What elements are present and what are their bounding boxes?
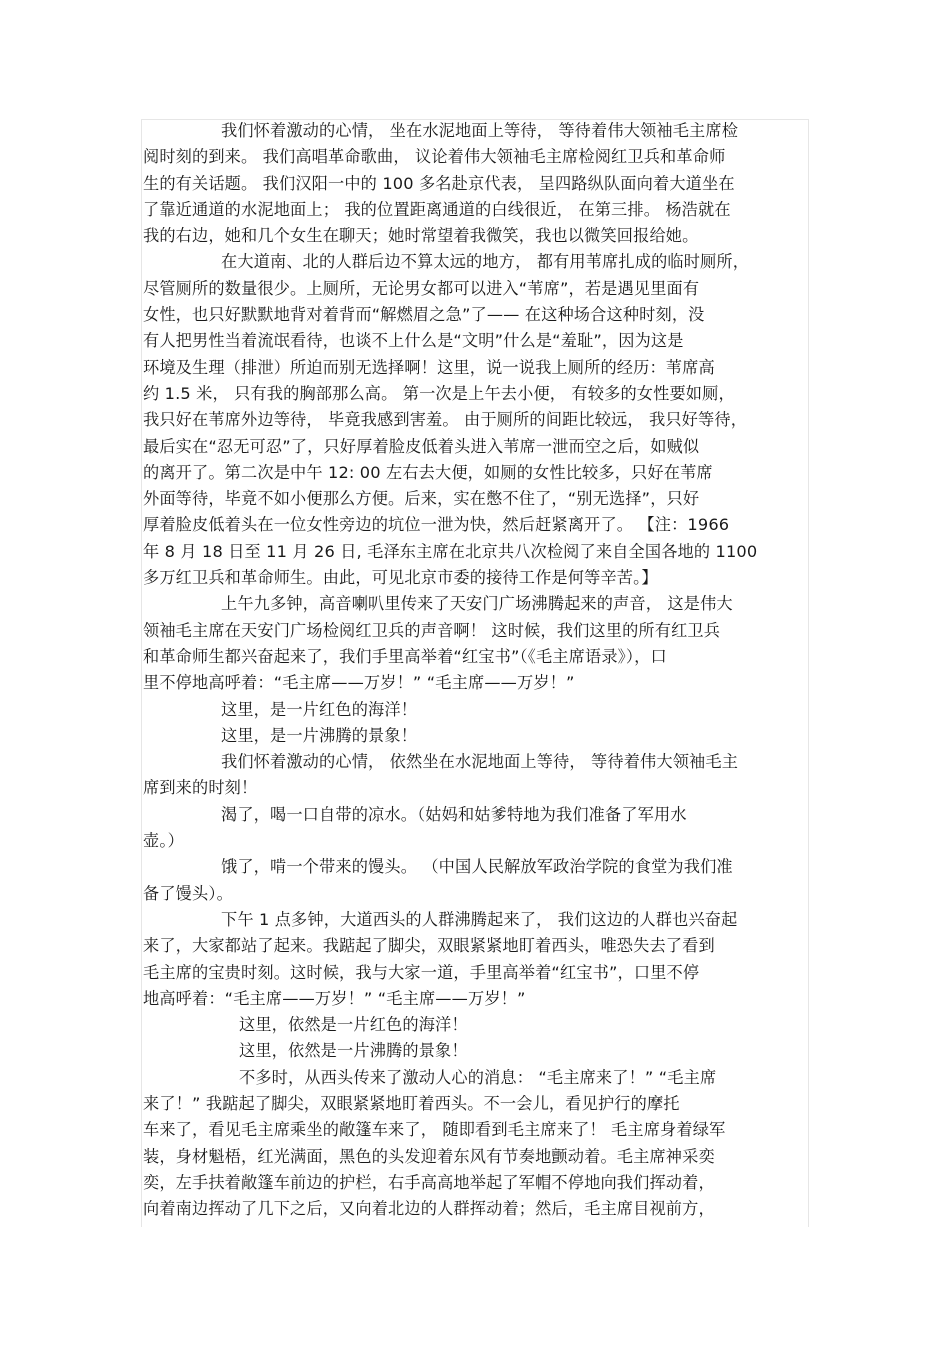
text-line: 来了，大家都站了起来。我踮起了脚尖，双眼紧紧地盯着西头，唯恐失去了看到 xyxy=(143,936,715,956)
text-line: 我们怀着激动的心情， 坐在水泥地面上等待， 等待着伟大领袖毛主席检 xyxy=(221,121,739,140)
text-line: 在大道南、北的人群后边不算太远的地方， 都有用苇席扎成的临时厕所， xyxy=(221,252,750,272)
text-line: 外面等待，毕竟不如小便那么方便。后来，实在憋不住了，“别无选择”，只好 xyxy=(143,489,700,509)
text-line: 车来了，看见毛主席乘坐的敞篷车来了， 随即看到毛主席来了！ 毛主席身着绿军 xyxy=(143,1120,726,1140)
text-line: 这里，是一片沸腾的景象！ xyxy=(221,725,418,745)
text-line: 我只好在苇席外边等待， 毕竟我感到害羞。 由于厕所的间距比较远， 我只好等待， xyxy=(143,410,748,430)
text-line: 饿了，啃一个带来的馒头。 （中国人民解放军政治学院的食堂为我们准 xyxy=(221,857,733,877)
text-line: 领袖毛主席在天安门广场检阅红卫兵的声音啊！ 这时候，我们这里的所有红卫兵 xyxy=(143,620,721,640)
text-line: 最后实在“忍无可忍”了，只好厚着脸皮低着头进入苇席一泄而空之后，如贼似 xyxy=(143,436,700,456)
text-line: 这里，依然是一片沸腾的景象！ xyxy=(239,1041,468,1061)
text-line: 渴了，喝一口自带的凉水。（姑妈和姑爹特地为我们准备了军用水 xyxy=(221,804,687,824)
text-line: 的离开了。第二次是中午 12: 00 左右去大便，如厕的女性比较多，只好在苇席 xyxy=(143,462,713,482)
text-line: 尽管厕所的数量很少。上厕所，无论男女都可以进入“苇席”，若是遇见里面有 xyxy=(143,278,700,298)
text-line: 生的有关话题。 我们汉阳一中的 100 多名赴京代表， 呈四路纵队面向着大道坐在 xyxy=(143,173,735,193)
text-line: 下午 1 点多钟，大道西头的人群沸腾起来了， 我们这边的人群也兴奋起 xyxy=(221,909,738,929)
text-line: 这里，依然是一片红色的海洋！ xyxy=(239,1015,468,1035)
text-line: 毛主席的宝贵时刻。这时候，我与大家一道，手里高举着“红宝书”，口里不停 xyxy=(143,962,700,982)
text-line: 壶。） xyxy=(143,831,184,851)
text-line: 奕，左手扶着敞篷车前边的护栏，右手高高地举起了军帽不停地向我们挥动着， xyxy=(143,1172,715,1192)
text-line: 来了！” 我踮起了脚尖，双眼紧紧地盯着西头。不一会儿，看见护行的摩托 xyxy=(143,1093,680,1113)
text-line: 了靠近通道的水泥地面上； 我的位置距离通道的白线很近， 在第三排。 杨浩就在 xyxy=(143,199,731,219)
text-line: 女性，也只好默默地背对着背而“解燃眉之急”了—— 在这种场合这种时刻，没 xyxy=(143,305,705,325)
text-line: 阅时刻的到来。 我们高唱革命歌曲， 议论着伟大领袖毛主席检阅红卫兵和革命师 xyxy=(143,147,726,167)
text-line: 厚着脸皮低着头在一位女性旁边的坑位一泄为快，然后赶紧离开了。 【注：1966 xyxy=(143,515,730,535)
text-line: 环境及生理（排泄）所迫而别无选择啊！这里，说一说我上厕所的经历：苇席高 xyxy=(143,357,715,377)
text-line: 这里，是一片红色的海洋！ xyxy=(221,699,418,719)
text-line: 我的右边，她和几个女生在聊天；她时常望着我微笑，我也以微笑回报给她。 xyxy=(143,226,699,246)
text-line: 地高呼着：“毛主席——万岁！” “毛主席——万岁！” xyxy=(143,988,526,1008)
text-line: 年 8 月 18 日至 11 月 26 日, 毛泽东主席在北京共八次检阅了来自全国各地的 1100 xyxy=(143,541,758,561)
text-line: 和革命师生都兴奋起来了，我们手里高举着“红宝书”（《毛主席语录》），口 xyxy=(143,646,667,666)
text-line: 向着南边挥动了几下之后，又向着北边的人群挥动着；然后，毛主席目视前方， xyxy=(143,1199,715,1219)
text-line: 有人把男性当着流氓看待，也谈不上什么是“文明”什么是“羞耻”，因为这是 xyxy=(143,331,684,351)
text-line: 多万红卫兵和革命师生。由此，可见北京市委的接待工作是何等辛苦。】 xyxy=(143,568,658,588)
text-line: 装，身材魁梧，红光满面，黑色的头发迎着东风有节奏地颤动着。毛主席神采奕 xyxy=(143,1146,715,1166)
text-line: 席到来的时刻！ xyxy=(143,778,258,798)
body-text xyxy=(143,118,809,1222)
text-line: 不多时，从西头传来了激动人心的消息： “毛主席来了！” “毛主席 xyxy=(239,1067,717,1087)
text-line: 约 1.5 米， 只有我的胸部那么高。 第一次是上午去小便， 有较多的女性要如厕， xyxy=(143,383,735,403)
text-line: 我们怀着激动的心情， 依然坐在水泥地面上等待， 等待着伟大领袖毛主 xyxy=(221,752,739,772)
text-line: 里不停地高呼着：“毛主席——万岁！” “毛主席——万岁！” xyxy=(143,673,575,693)
text-line: 上午九多钟，高音喇叭里传来了天安门广场沸腾起来的声音， 这是伟大 xyxy=(221,594,733,614)
text-line: 备了馒头）。 xyxy=(143,883,233,903)
